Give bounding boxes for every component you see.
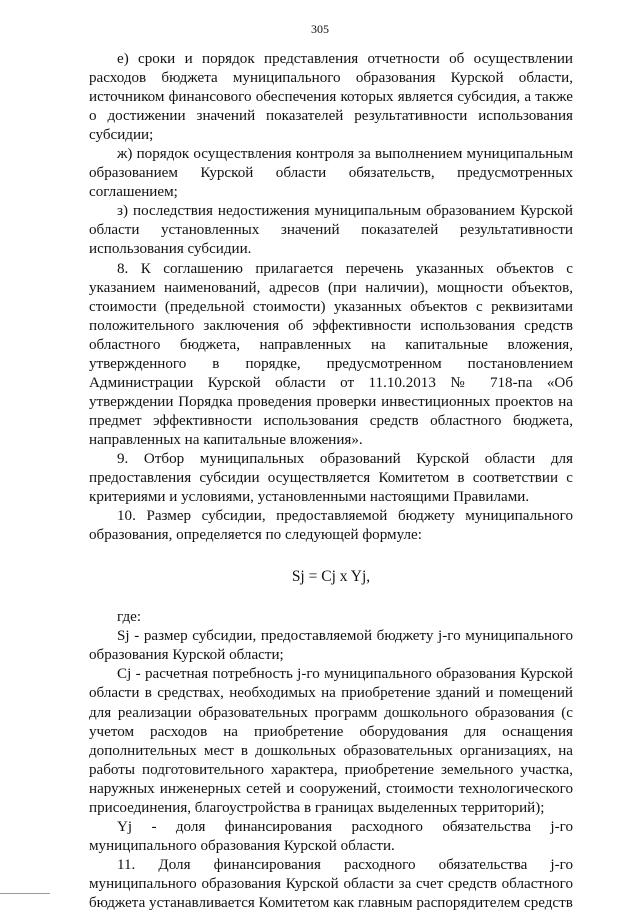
definition-cj: Cj - расчетная потребность j-го муниципального образования Курской области в средствах, необходимых на приобретение зданий и помещений для реализации образовательных программ дошкольного образования (с учетом расходов на приобретение оборудования для оснащения дополнительных мест в дошкольных образовательных организациях, на работы подготовительного характера, приобретение земельного участка, наружных инженерных сетей и сооружений, стоимости технологического присоединения, благоустройства в границах выделенных территорий); — [89, 666, 573, 816]
paragraph-10: 10. Размер субсидии, предоставляемой бюджету муниципального образования, определяется по следующей формуле: — [89, 508, 573, 544]
paragraph-9: 9. Отбор муниципальных образований Курской области для предоставления субсидии осуществляется Комитетом в соответствии с критериями и условиями, установленными настоящими Правилами. — [89, 450, 573, 506]
document-body — [89, 50, 573, 913]
paragraph-8: 8. К соглашению прилагается перечень указанных объектов с указанием наименований, адресов (при наличии), мощности объектов, стоимости (предельной стоимости) указанных объектов с реквизитами положительного заключения об эффективности использования средств областного бюджета, направленных на капитальные вложения, утвержденного в порядке, предусмотренном постановлением Администрации Курской области от 11.10.2013 № 718-па «Об утверждении Порядка проведения проверки инвестиционных проектов на предмет эффективности использования средств областного бюджета, направленных на капитальные вложения». — [89, 260, 573, 448]
paragraph-zh: ж) порядок осуществления контроля за выполнением муниципальным образованием Курской области обязательств, предусмотренных соглашением; — [89, 146, 573, 201]
definition-sj: Sj - размер субсидии, предоставляемой бюджету j-го муниципального образования Курской области; — [89, 628, 573, 664]
formula: Sj = Cj x Yj, — [291, 568, 371, 586]
footer-rule — [0, 893, 50, 894]
page-number: 305 — [311, 22, 329, 36]
paragraph-11: 11. Доля финансирования расходного обязательства j-го муниципального образования Курской области за счет средств областного бюджета устанавливается Комитетом как главным распорядителем средств — [89, 856, 573, 911]
definition-yj: Yj - доля финансирования расходного обязательства j-го муниципального образования Курской области. — [89, 818, 573, 854]
paragraph-e: е) сроки и порядок представления отчетности об осуществлении расходов бюджета муниципального образования Курской области, источником финансового обеспечения которых является субсидия, а также о достижении значений показателей результативности использования субсидии; — [89, 51, 573, 144]
where-label: где: — [117, 609, 142, 626]
paragraph-z: з) последствия недостижения муниципальным образованием Курской области установленных значений показателей результативности использования субсидии. — [89, 203, 573, 258]
